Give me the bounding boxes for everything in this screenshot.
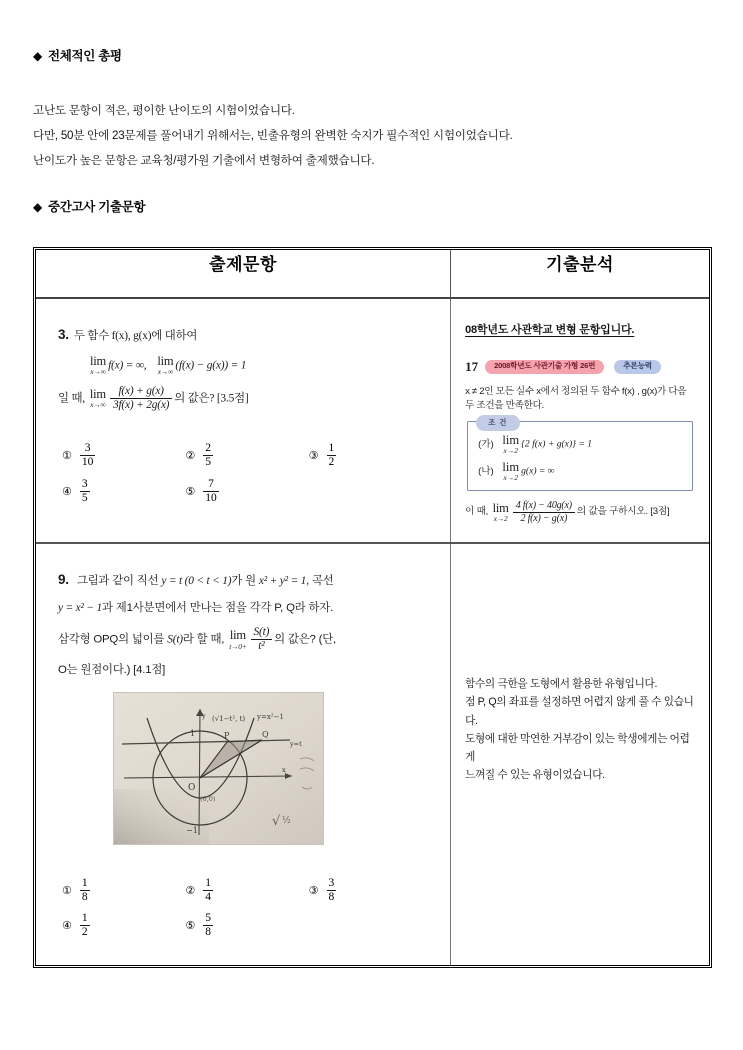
problem-9-line-1 xyxy=(58,570,432,591)
choice-value xyxy=(327,877,337,904)
lim-subscript-3: x→∞ xyxy=(90,400,106,409)
svg-text:y=t: y=t xyxy=(290,739,302,748)
snippet-foot-suffix: 의 값을 구하시오. [3점] xyxy=(576,506,670,518)
analysis-9-comment xyxy=(465,676,695,785)
problem-3-limit-1-body: f(x) = ∞, xyxy=(108,359,147,372)
problem-9-line1-b: 가 원 xyxy=(231,574,259,587)
analysis-cell-3 xyxy=(451,298,709,543)
svg-text:√: √ xyxy=(272,813,281,829)
choice-value xyxy=(80,912,90,939)
problem-9-line3-math: S(t) xyxy=(167,633,183,646)
problem-9-line2-math: y = x² − 1 xyxy=(58,601,102,614)
condition-tag-label: 조건 xyxy=(476,415,520,430)
condition-b xyxy=(478,461,682,481)
choice-marker: ④ xyxy=(62,484,72,498)
choice-2[interactable] xyxy=(185,877,308,904)
snippet-stem: x ≠ 2인 모든 실수 x에서 정의된 두 함수 f(x) , g(x)가 다음 두 조건을 만족한다. xyxy=(465,385,687,412)
problem-cell-3 xyxy=(36,298,451,543)
svg-text:Q: Q xyxy=(262,729,269,739)
choice-marker: ① xyxy=(62,449,72,463)
lim-subscript: x→2 xyxy=(503,473,518,483)
choice-marker: ⑤ xyxy=(185,919,196,933)
lim-subscript: x→2 xyxy=(503,446,518,456)
section-heading-overall xyxy=(33,46,122,64)
condition-a-body: {2 f(x) + g(x)} = 1 xyxy=(521,438,593,450)
svg-text:1: 1 xyxy=(190,728,196,738)
choice-3[interactable] xyxy=(309,442,432,469)
svg-text:(√1−t², t): (√1−t², t) xyxy=(212,714,246,723)
diamond-bullet-icon-2: ◆ xyxy=(33,200,42,214)
exam-analysis-table-outer xyxy=(33,247,712,968)
snippet-foot-limit xyxy=(493,502,509,522)
choice-marker: ④ xyxy=(62,919,72,933)
source-problem-snippet xyxy=(465,357,695,524)
choice-den: 5 xyxy=(81,491,88,504)
svg-text:P: P xyxy=(224,730,230,740)
svg-text:(0,0): (0,0) xyxy=(200,794,216,803)
problem-3-limits xyxy=(58,355,432,376)
column-header-problems: 출제문항 xyxy=(36,250,451,298)
hand-drawn-graph-photo xyxy=(113,692,324,845)
table-header-row xyxy=(36,250,709,298)
fraction-denominator: 3f(x) + 2g(x) xyxy=(112,398,170,411)
svg-text:y: y xyxy=(202,711,206,720)
choice-num: 3 xyxy=(327,877,337,891)
problem-9-line3-c: 의 값은? (단, xyxy=(274,633,337,646)
choice-den: 10 xyxy=(205,491,217,504)
condition-b-label: (나) xyxy=(478,465,494,477)
problem-9-line3-b: 라 할 때, xyxy=(182,633,228,646)
problem-body-9 xyxy=(36,544,450,875)
overall-line-1: 고난도 문항이 적은, 평이한 난이도의 시험이었습니다. xyxy=(33,104,295,117)
choice-value xyxy=(80,877,90,904)
condition-a xyxy=(478,434,682,454)
choice-num: 2 xyxy=(203,442,213,456)
choice-marker: ① xyxy=(62,883,72,897)
svg-text:−1: −1 xyxy=(186,825,198,835)
analysis-3-title: 08학년도 사관학교 변형 문항입니다. xyxy=(465,324,635,336)
lim-operator-3: lim xyxy=(89,386,106,401)
snippet-problem-number: 17 xyxy=(465,359,479,375)
choice-marker: ② xyxy=(185,883,196,897)
lim-subscript: x→2 xyxy=(493,513,508,523)
table-row xyxy=(36,543,709,966)
diamond-bullet-icon: ◆ xyxy=(33,49,42,63)
condition-b-body: g(x) = ∞ xyxy=(521,465,555,477)
section-heading-overall-label: 전체적인 총평 xyxy=(47,49,122,63)
problem-3-number: 3. xyxy=(58,327,69,342)
badge-skill: 추론능력 xyxy=(614,360,661,373)
choice-empty xyxy=(309,478,432,505)
choice-den: 8 xyxy=(328,890,335,903)
choice-row-2 xyxy=(62,912,432,939)
analysis-body-3 xyxy=(451,299,709,542)
problem-9-fraction xyxy=(251,626,273,653)
section-heading-table-label: 중간고사 기출문항 xyxy=(47,200,146,214)
lim-operator: lim xyxy=(502,460,520,475)
snippet-header xyxy=(465,357,695,377)
choice-1[interactable] xyxy=(62,877,185,904)
overall-review-paragraph xyxy=(33,98,713,173)
choice-value xyxy=(327,442,337,469)
choice-num: 7 xyxy=(203,478,219,492)
fraction-numerator: f(x) + g(x) xyxy=(110,385,172,399)
problem-9-line-2 xyxy=(58,600,432,618)
badge-source: 2008학년도 사관기출 가형 26번 xyxy=(485,360,604,373)
choice-num: 3 xyxy=(80,442,96,456)
choice-num: 1 xyxy=(80,877,90,891)
lim-subscript: t→0+ xyxy=(229,641,247,651)
problem-9-limit xyxy=(229,629,246,650)
choice-3[interactable] xyxy=(309,877,432,904)
graph-figure-svg xyxy=(114,693,323,844)
choice-marker: ② xyxy=(185,449,196,463)
choice-5[interactable] xyxy=(185,478,308,505)
problem-9-number: 9. xyxy=(58,571,69,587)
comment-line-2: 점 P, Q의 좌표를 설정하면 어렵지 않게 풀 수 있습니 xyxy=(465,696,694,709)
problem-9-line1-a: 그림과 같이 직선 xyxy=(76,574,162,587)
choice-row-2 xyxy=(62,478,432,505)
choice-num: 1 xyxy=(80,912,90,926)
choice-4[interactable] xyxy=(62,478,185,505)
lim-operator: lim xyxy=(492,501,509,516)
problem-3-stem-text: 두 함수 f(x), g(x)에 대하여 xyxy=(73,330,198,342)
problem-3-question xyxy=(58,385,432,412)
comment-line-5: 느껴질 수 있는 유형이었습니다. xyxy=(465,769,605,782)
lim-subscript-2: x→∞ xyxy=(157,367,174,377)
table-row xyxy=(36,298,709,543)
svg-text:O: O xyxy=(188,782,196,793)
choice-row-1 xyxy=(62,442,432,469)
choice-value xyxy=(203,478,219,505)
choice-value xyxy=(203,442,213,469)
problem-3-limit-1 xyxy=(90,355,106,376)
problem-cell-9 xyxy=(36,543,451,966)
comment-line-3: 다. xyxy=(465,714,478,727)
choice-marker: ⑤ xyxy=(185,484,196,498)
problem-9-line-4: O는 원점이다.) [4.1점] xyxy=(58,663,166,676)
choice-num: 1 xyxy=(203,877,213,891)
choice-value xyxy=(80,442,96,469)
snippet-foot-fraction xyxy=(513,500,575,523)
choice-num: 5 xyxy=(203,912,213,926)
problem-3-fraction xyxy=(110,385,172,412)
svg-text:½: ½ xyxy=(282,815,291,826)
problem-9-choices xyxy=(36,875,450,966)
choice-den: 10 xyxy=(81,456,94,469)
lim-operator: lim xyxy=(502,433,520,448)
lim-operator: lim xyxy=(229,628,246,643)
lim-subscript: x→∞ xyxy=(90,367,106,377)
problem-9-line3-a: 삼각형 OPQ의 넓이를 xyxy=(58,633,168,646)
condition-box xyxy=(467,418,693,491)
fraction-denominator: t² xyxy=(258,640,265,653)
exam-analysis-table-inner xyxy=(35,249,710,966)
choice-value xyxy=(203,912,213,939)
comment-line-1: 함수의 극한을 도형에서 활용한 유형입니다. xyxy=(465,677,658,690)
comment-line-4: 도형에 대한 막연한 거부감이 있는 학생에게는 어렵게 xyxy=(465,733,690,763)
choice-4[interactable] xyxy=(62,912,185,939)
overall-line-3: 난이도가 높은 문항은 교육청/평가원 기출에서 변형하여 출제했습니다. xyxy=(33,154,375,167)
section-heading-table xyxy=(33,197,145,215)
analysis-body-9 xyxy=(451,544,709,804)
lim-operator-2: lim xyxy=(157,353,174,368)
problem-9-line1-math2: x² + y² = 1 xyxy=(258,574,307,587)
choice-value xyxy=(80,478,90,505)
snippet-question xyxy=(465,500,695,523)
choice-den: 8 xyxy=(81,890,88,903)
problem-3-limit-2-body: (f(x) − g(x)) = 1 xyxy=(175,359,247,372)
choice-2[interactable] xyxy=(185,442,308,469)
problem-3-choices xyxy=(36,440,450,531)
choice-marker: ③ xyxy=(308,883,319,897)
svg-text:y=x²−1: y=x²−1 xyxy=(257,712,284,721)
problem-9-line-3 xyxy=(58,626,432,653)
fraction-numerator: 4 f(x) − 40g(x) xyxy=(513,500,575,512)
choice-den: 8 xyxy=(205,926,211,939)
analysis-cell-9 xyxy=(451,543,709,966)
problem-9-line2-text: 과 제1사분면에서 만나는 점을 각각 P, Q라 하자. xyxy=(102,601,334,614)
problem-9-line1-c: , 곡선 xyxy=(306,574,334,587)
choice-den: 2 xyxy=(81,926,88,939)
choice-den: 5 xyxy=(205,456,211,469)
column-header-analysis: 기출분석 xyxy=(451,250,709,298)
snippet-foot-prefix: 이 때, xyxy=(465,506,489,518)
condition-b-limit xyxy=(502,461,519,481)
fraction-denominator: 2 f(x) − g(x) xyxy=(520,512,568,524)
choice-value xyxy=(203,877,213,904)
choice-num: 3 xyxy=(80,478,90,492)
choice-marker: ③ xyxy=(308,449,319,463)
condition-a-limit xyxy=(502,434,519,454)
problem-3-stem xyxy=(58,325,432,346)
choice-num: 1 xyxy=(327,442,337,456)
choice-row-1 xyxy=(62,877,432,904)
overall-line-2: 다만, 50분 안에 23문제를 풀어내기 위해서는, 빈출유형의 완벽한 숙지가 필수적인 시험이었습니다. xyxy=(33,129,513,142)
choice-den: 4 xyxy=(205,890,211,903)
condition-a-label: (가) xyxy=(478,438,494,450)
problem-3-tail-prefix: 일 때, xyxy=(58,392,85,405)
choice-5[interactable] xyxy=(185,912,308,939)
choice-den: 2 xyxy=(328,456,335,469)
choice-1[interactable] xyxy=(62,442,185,469)
exam-analysis-table xyxy=(36,250,709,965)
svg-text:x: x xyxy=(282,765,286,774)
problem-3-tail-suffix: 의 값은? [3.5점] xyxy=(174,392,249,405)
lim-operator: lim xyxy=(90,353,107,368)
choice-empty xyxy=(309,912,432,939)
problem-3-limit-2 xyxy=(157,355,173,376)
problem-3-tail-limit xyxy=(90,388,106,409)
problem-9-line1-math: y = t (0 < t < 1) xyxy=(161,574,232,587)
problem-body-3 xyxy=(36,299,450,440)
fraction-numerator: S(t) xyxy=(251,626,273,640)
